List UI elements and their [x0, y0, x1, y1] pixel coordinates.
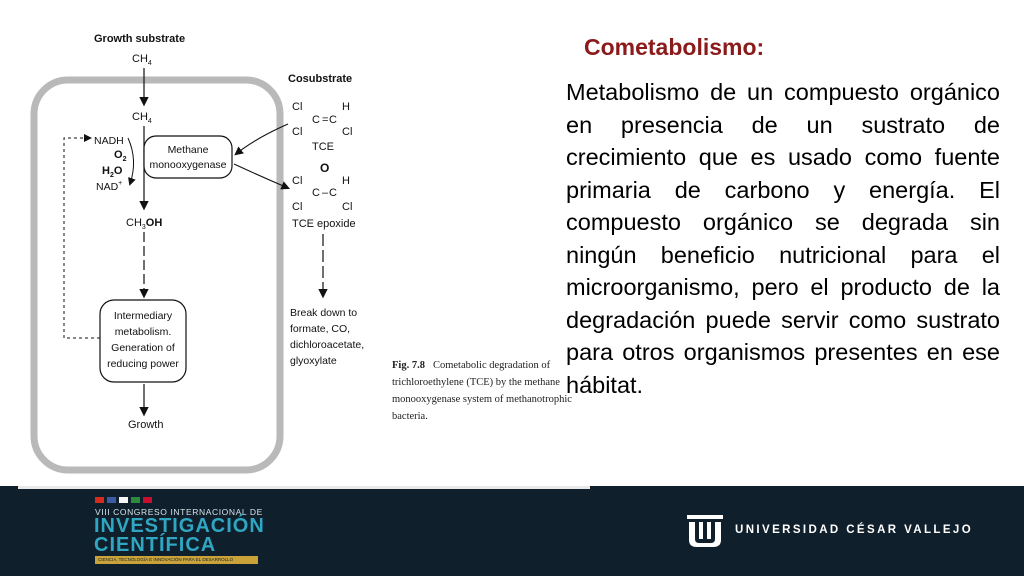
- svg-text:Cl: Cl: [292, 175, 303, 187]
- svg-text:C: C: [329, 187, 337, 199]
- intermediary-line2: metabolism.: [114, 326, 172, 338]
- svg-text:TCE: TCE: [312, 141, 334, 153]
- svg-text:O: O: [320, 161, 330, 175]
- slide-body-text: Metabolismo de un compuesto orgánico en presencia de un sustrato de crecimiento que es usado como fuente primaria de carbono y energía. El compuesto orgánico se degrada sin ningún beneficio nutricional para el microorganismo, pero el producto de la degradación puede servir como sustrato para otros organismos presentes en ese hábitat.: [566, 79, 1000, 398]
- svg-text:Cl: Cl: [292, 126, 303, 138]
- svg-text:Cl: Cl: [292, 101, 303, 113]
- figure-caption: [392, 357, 572, 425]
- university-name: UNIVERSIDAD CÉSAR VALLEJO: [735, 524, 974, 536]
- svg-text:TCE epoxide: TCE epoxide: [292, 218, 356, 230]
- slide-title: Cometabolismo:: [584, 34, 765, 60]
- methanol-label: $CH_3OH$: [126, 217, 163, 231]
- nadh-label: NADH: [94, 135, 124, 147]
- intermediary-line1: Intermediary: [113, 310, 173, 322]
- tce-epoxide-molecule: [292, 161, 356, 230]
- flag-peru: [95, 497, 104, 503]
- breakdown-line4: glyoxylate: [290, 355, 337, 367]
- flag-white: [119, 497, 128, 503]
- cofactor-curve-arrow: [128, 138, 134, 184]
- svg-text:Cl: Cl: [342, 126, 353, 138]
- enzyme-line2: monooxygenase: [149, 159, 227, 171]
- breakdown-line3: dichloroacetate,: [290, 339, 365, 351]
- enzyme-box: [144, 136, 232, 178]
- flag-mexico: [131, 497, 140, 503]
- flag-usa: [107, 497, 116, 503]
- svg-text:C: C: [329, 114, 337, 126]
- caption-text: Cometabolic degradation of trichloroethylene (TCE) by the methane monooxygenase system of methanotrophic bacteria.: [392, 360, 572, 422]
- congress-tagline: CIENCIA, TECNOLOGÍA E INNOVACIÓN PARA EL DESARROLLO: [95, 556, 258, 564]
- growth-substrate-label: Growth substrate: [94, 33, 186, 45]
- congress-word-investigacion: INVESTIGACIÓN: [94, 515, 265, 537]
- flag-spain: [143, 497, 152, 503]
- breakdown-line2: formate, CO,: [290, 323, 351, 335]
- caption-number: Fig. 7.8: [392, 360, 425, 371]
- cosubstrate-label: Cosubstrate: [288, 73, 353, 85]
- growth-label: Growth: [128, 419, 164, 431]
- breakdown-line1: Break down to: [290, 307, 358, 319]
- svg-text:=: =: [322, 114, 329, 126]
- footer-stripe: [18, 486, 590, 489]
- nad-label: NAD+: [96, 180, 123, 193]
- flags-icon: [95, 497, 152, 504]
- ch4-inside: $CH_4$: [132, 111, 152, 125]
- svg-text:H: H: [342, 101, 350, 113]
- svg-text:H: H: [342, 175, 350, 187]
- o2-label: $O_2$: [114, 149, 127, 163]
- enzyme-line1: Methane: [167, 144, 209, 156]
- svg-text:Cl: Cl: [292, 201, 303, 213]
- congress-word-cientifica: CIENTÍFICA: [94, 534, 217, 556]
- congress-line: VIII CONGRESO INTERNACIONAL DE: [95, 507, 263, 517]
- ch4-outside: $CH_4$: [132, 53, 152, 67]
- svg-text:C: C: [312, 187, 320, 199]
- svg-text:Cl: Cl: [342, 201, 353, 213]
- intermediary-line4: reducing power: [107, 358, 179, 370]
- h2o-label: $H_2O$: [102, 165, 123, 179]
- svg-text:–: –: [322, 187, 329, 199]
- intermediary-line3: Generation of: [111, 342, 175, 354]
- ucv-logo-icon: [685, 513, 725, 549]
- tce-molecule: [292, 101, 352, 153]
- svg-text:C: C: [312, 114, 320, 126]
- figure-panel: [20, 20, 590, 486]
